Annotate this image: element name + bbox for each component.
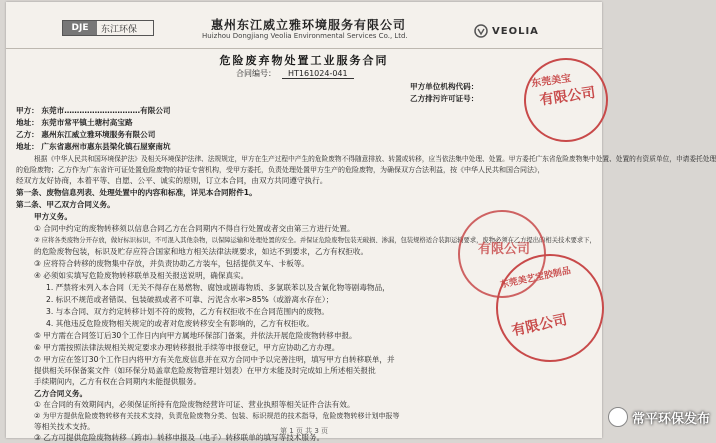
reject-rule-4: 4. 其他违反危险废物相关规定的或者对危废转移安全有影响的，乙方有权拒收。 (46, 319, 314, 328)
party-b-address: 地址： 广东省惠州市惠东县梁化镇石屋寮南坑 (16, 142, 171, 151)
party-a-item-6: ⑥ 甲方需按照法律法规相关规定要求办理转移报批手续等申报登记，甲方应协助乙方办理。 (34, 343, 340, 352)
party-b-item-2b: 等相关技术支持。 (34, 422, 95, 431)
reject-rule-3: 3. 与本合同、双方约定转移计划不符的废物，乙方有权拒收不在合同范围内的废物。 (46, 307, 330, 316)
party-a-item-7b: 提供相关环保备案文件（如环保分局盖章危险废物管理计划表）在甲方未能及时完成如上所述相关报批 (34, 366, 376, 375)
party-a-item-2: ② 应将各类废物分开存放，做好标识标识，不可混入其他杂物，以保障运输和处理处置的安全。并保证危险废物包装无破损、渗漏，包装规格适合装卸运输要求，废物必须在乙方提出的相关技术要求下， (34, 237, 596, 244)
watermark-text: 常平环保发布 (631, 411, 710, 427)
seal-mid-text: 有限公司 (478, 242, 531, 257)
party-b: 乙方： 惠州东江威立雅环境服务有限公司 (16, 130, 156, 139)
company-name-en: Huizhou Dongjiang Veolia Environmental Services Co., Ltd. (202, 32, 408, 40)
article-1: 第一条、废物信息列表、处理处置中的内容和标准，详见本合同附件1。 (16, 188, 257, 197)
veolia-logo-text: VEOLIA (492, 26, 539, 37)
seal2-bottom-text: 有限公司 (510, 311, 569, 340)
party-a-item-5: ⑤ 甲方需在合同签订后30个工作日内向甲方属地环保部门备案，并依法开展危险废物转移申报。 (34, 331, 357, 340)
party-a-item-4: ④ 必须如实填写危险废物转移联单及相关报送说明，确保真实。 (34, 271, 249, 280)
party-b-item-3: ③ 乙方可提供危险废物转移（跨市）转移申报及（电子）转移联单的填写等技术服务。 (34, 433, 325, 442)
preamble-2: 的危险废物；乙方作为广东省许可证处置危险废物的持证专营机构，受甲方委托，负责处理处置甲方生产的危险废物，为确保双方合法利益，按《中华人民共和国合同法》， (16, 166, 545, 174)
contract-number-value: HT161024-041 (282, 69, 354, 79)
seal-top-text: 东莞美宝 (530, 73, 572, 90)
logo-mark: DJE (63, 21, 97, 35)
party-b-item-2: ② 为甲方提供危险废物转移有关技术支持，负责危险废物分类、包装、标识规范的技术指导，危险废物转移计划申报等 (34, 412, 400, 420)
preamble-3: 经双方友好协商，本着平等、自愿、公平、诚实的原则，订立本合同，由双方共同遵守执行。 (16, 176, 328, 185)
party-a-item-3: ③ 应将符合转移的废物集中存放，并负责协助乙方装车，包括提供叉车、卡板等。 (34, 259, 309, 268)
reject-rule-2: 2. 标识不规范或者错误、包装破损或者不可靠、污泥含水率>85%（或游离水存在）； (46, 295, 334, 304)
party-a: 甲方： 东莞市…………………………有限公司 (16, 106, 171, 115)
seal-bottom-text: 有限公司 (538, 84, 597, 109)
letterhead (6, 2, 602, 49)
permit-label: 乙方排污许可证号： (410, 94, 479, 103)
party-a-item-2b: 的危险废物包装，标识及贮存应符合国家和地方相关法律法规要求，如达不到要求，乙方有权拒收。 (34, 247, 369, 256)
party-a-obligations-heading: 甲方义务。 (34, 212, 72, 221)
company-name-cn: 惠州东江威立雅环境服务有限公司 (211, 18, 407, 32)
veolia-logo-icon (474, 24, 488, 38)
party-a-item-7c: 手续期间内，乙方有权在合同期内未能提供服务。 (34, 377, 202, 386)
wechat-watermark (608, 407, 710, 427)
party-a-item-1: ① 合同中约定的废物转移须以信息合同乙方在合同期内不得自行处置或者交由第三方进行处置。 (34, 224, 355, 233)
party-b-obligations-heading: 乙方合同义务。 (34, 389, 88, 398)
seal2-top-text: 东莞美艺宝胶制品 (499, 265, 572, 291)
org-code-label: 甲方单位机构代码： (410, 82, 479, 91)
article-2: 第二条、甲乙双方合同义务。 (16, 200, 115, 209)
wechat-icon (608, 407, 628, 427)
page-number: 第 1 页 共 3 页 (279, 427, 329, 435)
contract-number-label: 合同编号： (236, 69, 276, 78)
logo-text: 东江环保 (101, 24, 138, 35)
contract-title: 危险废弃物处置工业服务合同 (219, 54, 389, 67)
party-b-item-1: ① 在合同的有效期间内，必须保证所持有危险废物经营许可证、营业执照等相关证件合法有效。 (34, 400, 355, 409)
dongjiang-logo (62, 20, 154, 36)
party-a-item-7: ⑦ 甲方应在签订30个工作日内将甲方有关危废信息并在双方合同中予以完善注明，填写甲方自转移联单，并 (34, 355, 395, 364)
reject-rule-1: 1. 严禁将未列入本合同（无关不得存在易燃物、腐蚀或剧毒物质、多氯联苯以及含氰化物等剧毒物品， (46, 283, 390, 292)
preamble-1: 根据《中华人民共和国环境保护法》及相关环境保护法律、法规规定，甲方在生产过程中产生的危险废物不得随意排放、转置或转移，应当依法集中处理、处置。甲方委托广东省危险废物集中处置、处置的有资质单位，申请委托处理 (34, 155, 716, 163)
contract-number (236, 68, 354, 79)
party-a-address: 地址： 东莞市常平镇土塘村高宝路 (16, 118, 133, 127)
